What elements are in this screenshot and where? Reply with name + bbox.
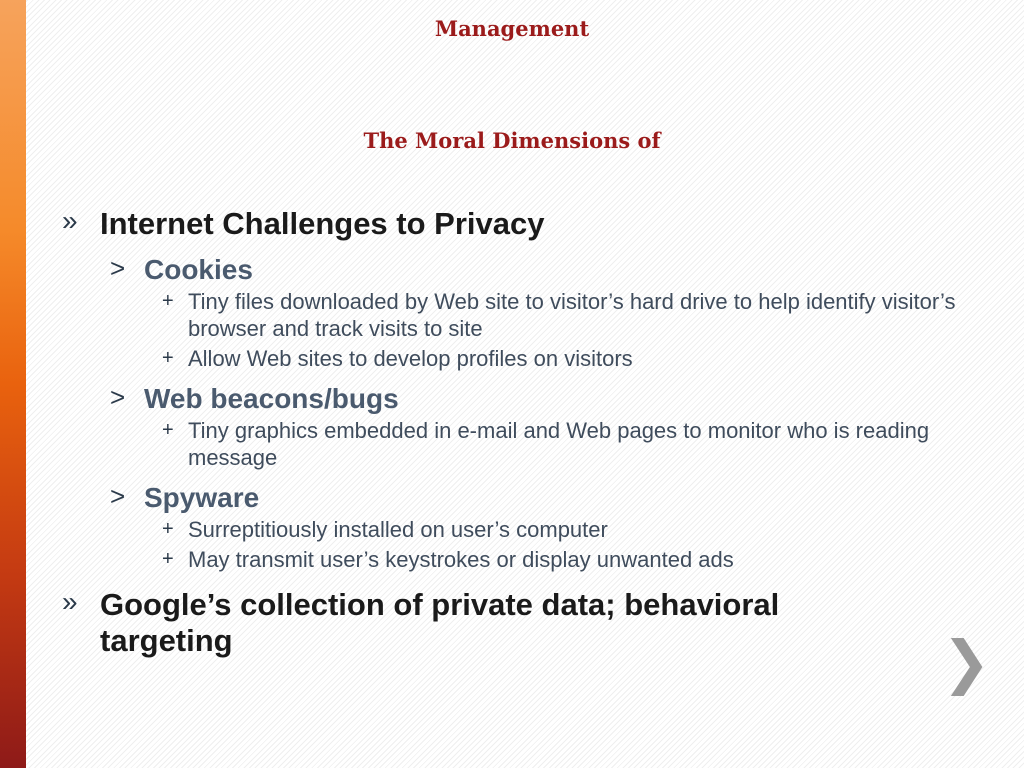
sub-bullet-text: Cookies (144, 254, 253, 285)
slide-title-top: Management (434, 16, 590, 41)
bullet-marker-icon: » (62, 586, 78, 617)
detail-marker-icon: + (162, 548, 174, 570)
detail-text: Tiny files downloaded by Web site to visitor’s hard drive to help identify visitor’s browser and track visits to site (188, 289, 956, 341)
bullet-internet-challenges (62, 206, 962, 242)
detail-marker-icon: + (162, 518, 174, 540)
sub-bullet-marker-icon: > (110, 481, 126, 511)
slide-body (62, 206, 962, 659)
detail-marker-icon: + (162, 347, 174, 369)
bullet-text: Google’s collection of private data; behavioral targeting (100, 587, 780, 658)
detail-item (162, 417, 962, 471)
side-accent-bar (0, 0, 26, 768)
detail-item (162, 546, 962, 573)
bullet-google-collection (62, 587, 882, 659)
sub-bullet-text: Spyware (144, 482, 260, 513)
sub-bullet-spyware (110, 482, 962, 514)
bullet-marker-icon: » (62, 205, 78, 236)
detail-item (162, 288, 962, 342)
detail-text: Surreptitiously installed on user’s computer (188, 517, 608, 542)
sub-bullet-text: Web beacons/bugs (144, 383, 399, 414)
detail-item (162, 516, 962, 543)
next-slide-chevron-icon[interactable]: ❯ (942, 628, 991, 696)
sub-bullet-cookies (110, 254, 962, 286)
detail-marker-icon: + (162, 290, 174, 312)
sub-bullet-marker-icon: > (110, 382, 126, 412)
detail-text: Allow Web sites to develop profiles on visitors (188, 346, 633, 371)
sub-bullet-marker-icon: > (110, 253, 126, 283)
slide-title-mid: The Moral Dimensions of (363, 128, 661, 153)
detail-item (162, 345, 962, 372)
sub-bullet-web-beacons (110, 383, 962, 415)
detail-text: May transmit user’s keystrokes or display unwanted ads (188, 547, 734, 572)
detail-marker-icon: + (162, 419, 174, 441)
detail-text: Tiny graphics embedded in e-mail and Web pages to monitor who is reading message (188, 418, 930, 470)
bullet-text: Internet Challenges to Privacy (100, 206, 545, 241)
